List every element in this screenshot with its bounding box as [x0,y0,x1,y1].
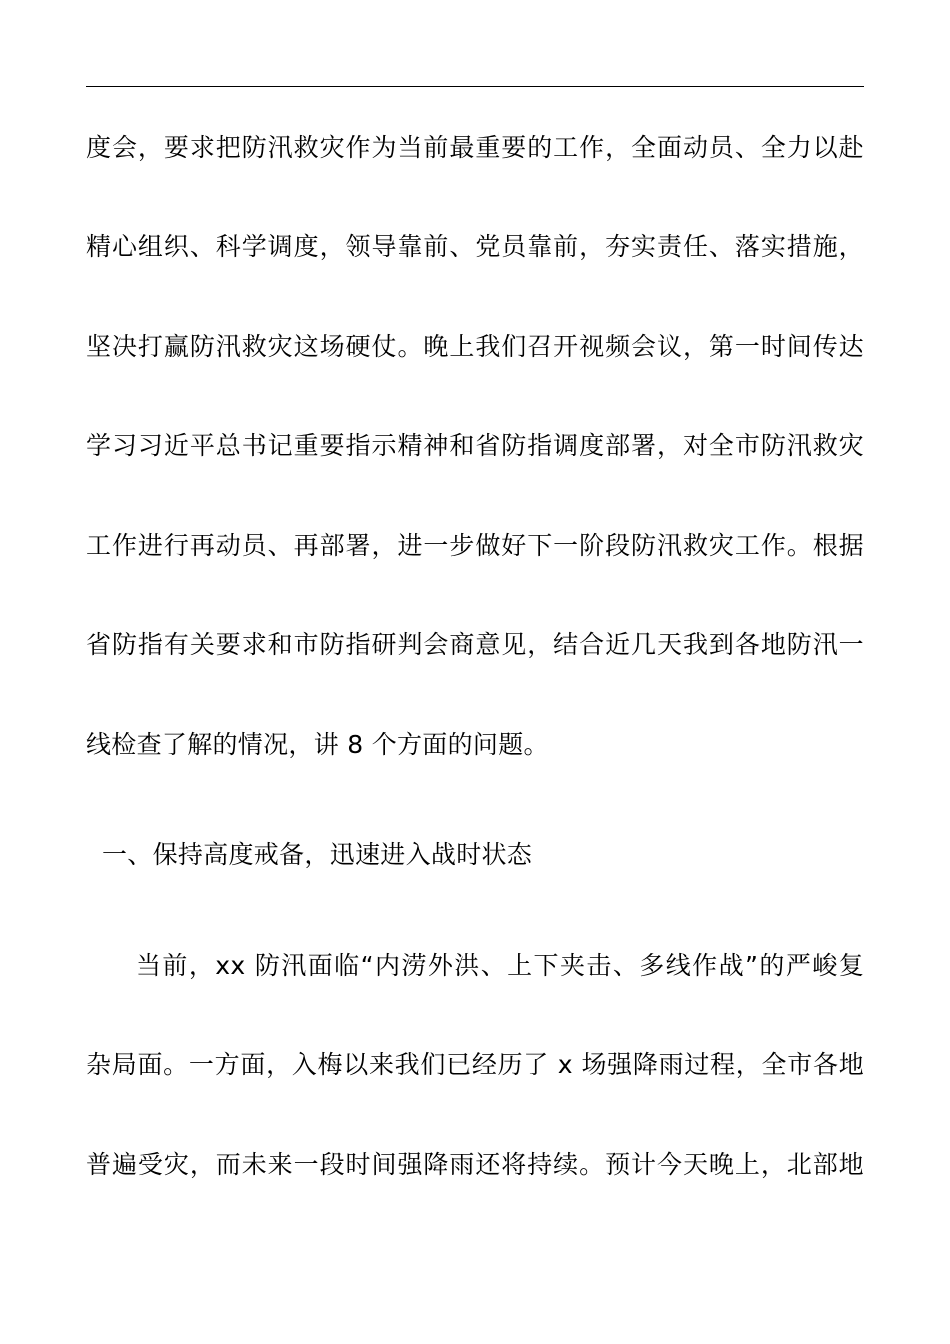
body-line: 精心组织、科学调度，领导靠前、党员靠前，夯实责任、落实措施， [86,232,864,261]
body-line: 杂局面。一方面，入梅以来我们已经历了 x 场强降雨过程，全市各地 [86,1050,864,1079]
body-line: 度会，要求把防汛救灾作为当前最重要的工作，全面动员、全力以赴 [86,133,864,162]
header-rule [86,86,864,87]
body-line-indented: 当前，xx 防汛面临“内涝外洪、上下夹击、多线作战”的严峻复 [136,951,864,980]
body-line: 学习习近平总书记重要指示精神和省防指调度部署，对全市防汛救灾 [86,431,864,460]
section-heading: 一、保持高度戒备，迅速进入战时状态 [102,840,533,869]
body-line: 坚决打赢防汛救灾这场硬仗。晚上我们召开视频会议，第一时间传达 [86,332,864,361]
body-line: 省防指有关要求和市防指研判会商意见，结合近几天我到各地防汛一 [86,630,864,659]
body-line: 工作进行再动员、再部署，进一步做好下一阶段防汛救灾工作。根据 [86,531,864,560]
body-line-last: 线检查了解的情况，讲 8 个方面的问题。 [86,730,549,759]
body-line: 普遍受灾，而未来一段时间强降雨还将持续。预计今天晚上，北部地 [86,1150,864,1179]
